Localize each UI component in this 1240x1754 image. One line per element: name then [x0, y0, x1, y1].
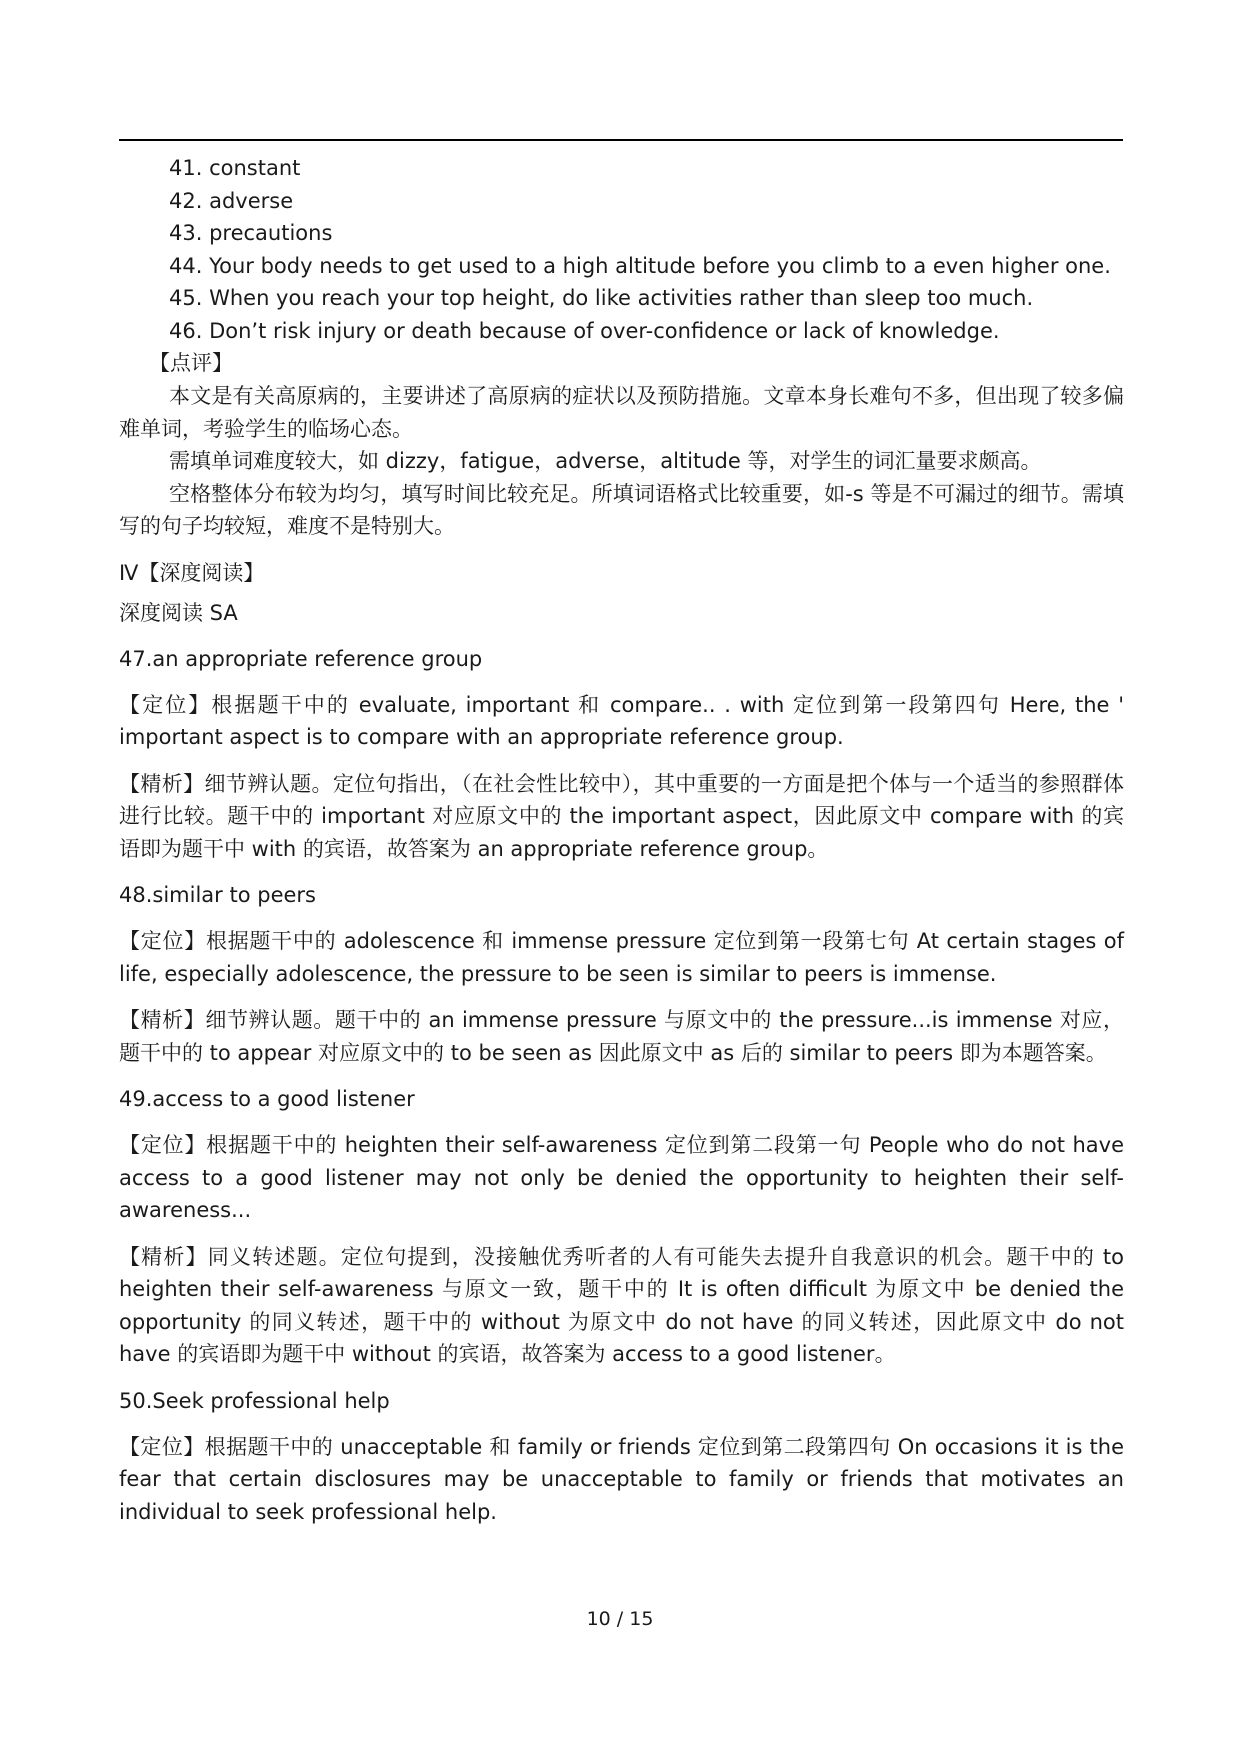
question-49-analysis: [119, 1241, 1124, 1371]
answer-list: [119, 152, 1124, 347]
answer-44: 44. Your body needs to get used to a high altitude before you climb to a even higher one.: [169, 253, 1111, 278]
comment-paragraph-3: 空格整体分布较为均匀，填写时间比较充足。所填词语格式比较重要，如-s 等是不可漏过的细节。需填写的句子均较短，难度不是特别大。: [119, 481, 1124, 538]
page-content: [119, 152, 1124, 1528]
section-subtitle: 深度阅读 SA: [119, 600, 238, 625]
analysis-text: 细节辨认题。定位句指出，（在社会性比较中），其中重要的一方面是把个体与一个适当的参照群体进行比较。题干中的 important 对应原文中的 the important aspect，因此原文中 compare with 的宾语即为题干中 with 的宾语，故答案为 an appropriate reference group。: [119, 771, 1125, 861]
analysis-tag: 【精析】: [119, 1008, 206, 1032]
analysis-text: 同义转述题。定位句提到，没接触优秀听者的人有可能失去提升自我意识的机会。题干中的 to heighten their self-awareness 与原文一致，题干中的 It is often difficult 为原文中 be denied the opportunity 的同义转述，题干中的 without 为原文中 do not have 的同义转述，因此原文中 do not have 的宾语即为题干中 without 的宾语，故答案为 access to a good listener。: [119, 1244, 1124, 1366]
locate-tag: 【定位】: [119, 1133, 207, 1157]
answer-42: 42. adverse: [169, 188, 294, 213]
analysis-tag: 【精析】: [119, 771, 205, 796]
locate-text: 根据题干中的 heighten their self-awareness 定位到第二段第一句 People who do not have access to a good listener may not only be denied the opportunity to heighten their self-awareness...: [119, 1133, 1125, 1222]
question-48-answer: 48.similar to peers: [119, 883, 316, 907]
question-47-locate: [119, 689, 1124, 754]
comment-heading: 【点评】: [149, 351, 233, 375]
locate-tag: 【定位】: [119, 929, 206, 953]
analysis-tag: 【精析】: [119, 1244, 208, 1269]
section-title: Ⅳ【深度阅读】: [119, 560, 265, 585]
locate-tag: 【定位】: [119, 1434, 205, 1459]
question-49-locate: [119, 1129, 1124, 1227]
question-50-locate: [119, 1431, 1124, 1529]
locate-text: 根据题干中的 evaluate, important 和 compare.. . with 定位到第一段第四句 Here, the ' important aspect is to compare with an appropriate reference group.: [119, 692, 1125, 749]
locate-text: 根据题干中的 unacceptable 和 family or friends 定位到第二段第四句 On occasions it is the fear that certain disclosures may be unacceptable to family or friends that motivates an individual to seek professional help.: [119, 1434, 1124, 1524]
comment-section: [119, 347, 1124, 543]
question-47-answer: 47.an appropriate reference group: [119, 646, 483, 671]
question-50-answer: 50.Seek professional help: [119, 1388, 390, 1413]
question-48-analysis: [119, 1004, 1124, 1069]
analysis-text: 细节辨认题。题干中的 an immense pressure 与原文中的 the pressure...is immense 对应，题干中的 to appear 对应原文中的 to be seen as 因此原文中 as 后的 similar to peers 即为本题答案。: [119, 1008, 1124, 1065]
answer-45: 45. When you reach your top height, do like activities rather than sleep too much.: [169, 286, 1034, 310]
question-48-locate: [119, 925, 1124, 990]
header-rule: [119, 139, 1123, 141]
answer-41: 41. constant: [169, 156, 301, 180]
locate-tag: 【定位】: [119, 692, 212, 717]
comment-paragraph-2: 需填单词难度较大，如 dizzy，fatigue，adverse，altitude 等，对学生的词汇量要求颇高。: [169, 449, 1042, 473]
question-49-answer: 49.access to a good listener: [119, 1087, 415, 1111]
question-47-analysis: [119, 768, 1124, 866]
answer-43: 43. precautions: [169, 221, 333, 245]
answer-46: 46. Don’t risk injury or death because of over-confidence or lack of knowledge.: [169, 318, 1000, 343]
locate-text: 根据题干中的 adolescence 和 immense pressure 定位到第一段第七句 At certain stages of life, especially adolescence, the pressure to be seen is similar to peers is immense.: [119, 929, 1125, 986]
comment-paragraph-1: 本文是有关高原病的，主要讲述了高原病的症状以及预防措施。文章本身长难句不多，但出现了较多偏难单词，考验学生的临场心态。: [119, 384, 1124, 441]
page-number: 10 / 15: [586, 1608, 654, 1630]
